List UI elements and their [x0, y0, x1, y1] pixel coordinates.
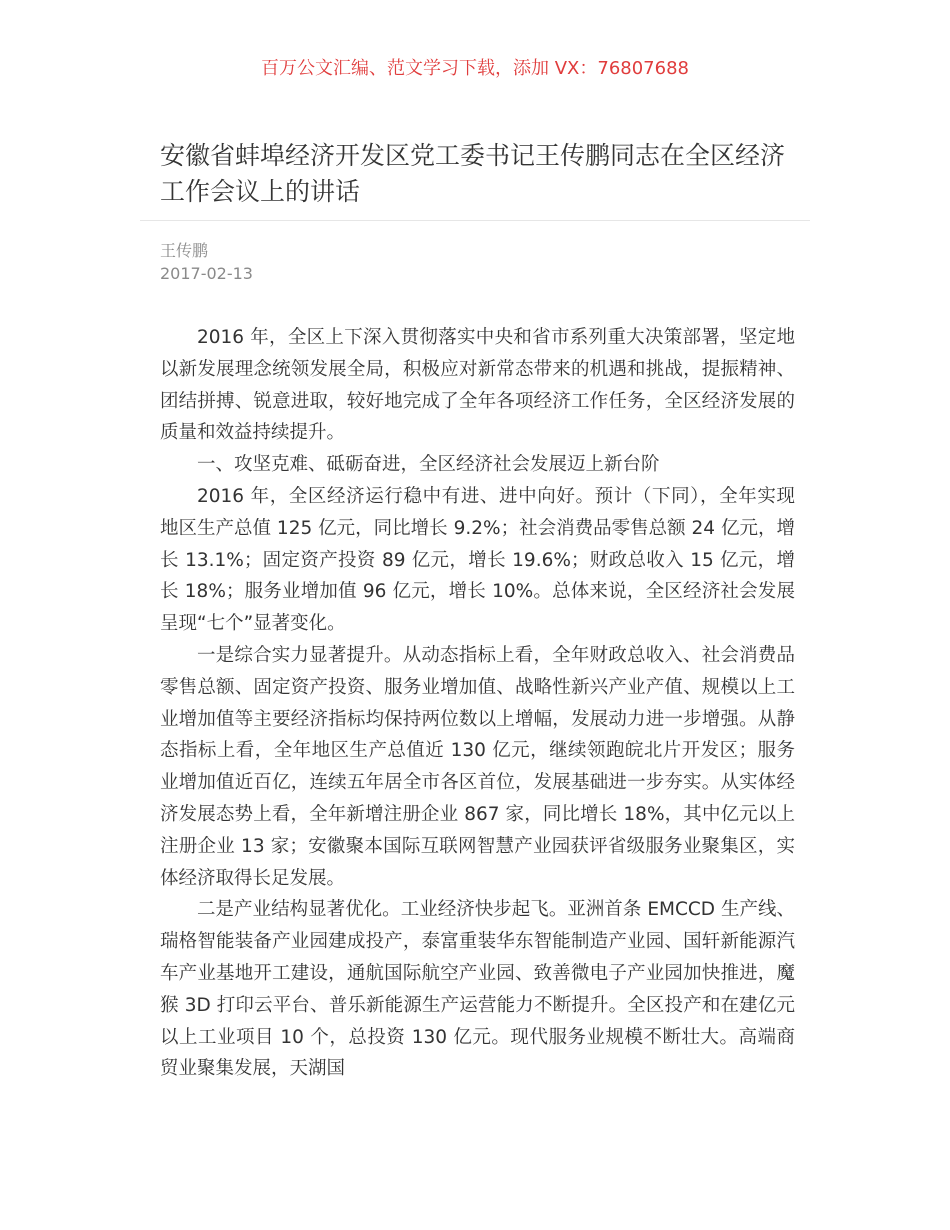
paragraph-point-two: 二是产业结构显著优化。工业经济快步起飞。亚洲首条 EMCCD 生产线、瑞格智能装备产业园建成投产，泰富重装华东智能制造产业园、国轩新能源汽车产业基地开工建设，通航国际航空产业园、致善微电子产业园加快推进，魔猴 3D 打印云平台、普乐新能源生产运营能力不断提升。全区投产和在建亿元以上工业项目 10 个，总投资 130 亿元。现代服务业规模不断壮大。高端商贸业聚集发展，天湖国 — [160, 899, 795, 1080]
article-body — [160, 322, 795, 1085]
paragraph-intro: 2016 年，全区上下深入贯彻落实中央和省市系列重大决策部署，坚定地以新发展理念统领发展全局，积极应对新常态带来的机遇和挑战，提振精神、团结拼搏、锐意进取，较好地完成了全年各项经济工作任务，全区经济发展的质量和效益持续提升。 — [160, 327, 795, 444]
article-header — [160, 138, 795, 210]
section-heading: 一、攻坚克难、砥砺奋进，全区经济社会发展迈上新台阶 — [197, 454, 660, 476]
article-title: 安徽省蚌埠经济开发区党工委书记王传鹏同志在全区经济工作会议上的讲话 — [160, 141, 786, 206]
article-meta — [160, 239, 253, 285]
paragraph-overview: 2016 年，全区经济运行稳中有进、进中向好。预计（下同），全年实现地区生产总值 125 亿元，同比增长 9.2%；社会消费品零售总额 24 亿元，增长 13.1%；固定资产投资 89 亿元，增长 19.6%；财政总收入 15 亿元，增长 18%；服务业增加值 96 亿元，增长 10%。总体来说，全区经济社会发展呈现“七个”显著变化。 — [160, 485, 795, 635]
watermark-banner: 百万公文汇编、范文学习下载，添加 VX：76807688 — [261, 58, 689, 79]
paragraph-point-one: 一是综合实力显著提升。从动态指标上看，全年财政总收入、社会消费品零售总额、固定资产投资、服务业增加值、战略性新兴产业产值、规模以上工业增加值等主要经济指标均保持两位数以上增幅，发展动力进一步增强。从静态指标上看，全年地区生产总值近 130 亿元，继续领跑皖北片开发区；服务业增加值近百亿，连续五年居全市各区首位，发展基础进一步夯实。从实体经济发展态势上看，全年新增注册企业 867 家，同比增长 18%，其中亿元以上注册企业 13 家；安徽聚本国际互联网智慧产业园获评省级服务业聚集区，实体经济取得长足发展。 — [160, 644, 795, 889]
article-author: 王传鹏 — [160, 241, 209, 260]
title-divider — [140, 220, 810, 221]
article-date: 2017-02-13 — [160, 264, 253, 283]
